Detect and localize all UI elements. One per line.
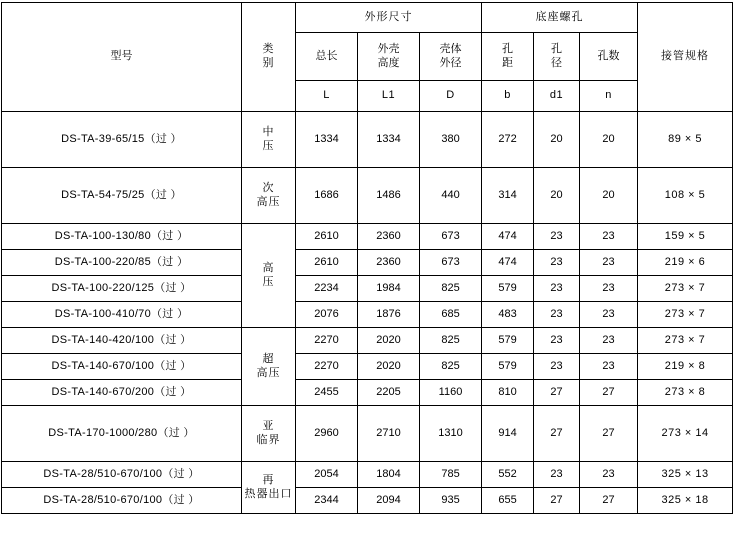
cell-shell-height: 2360 bbox=[358, 250, 420, 276]
cell-total-length: 2270 bbox=[296, 354, 358, 380]
cell-category bbox=[242, 328, 296, 406]
header-shell-height-line2: 高度 bbox=[377, 56, 400, 69]
cell-hole-dia: 23 bbox=[534, 276, 580, 302]
cell-total-length: 2054 bbox=[296, 462, 358, 488]
cell-shell-outer-dia: 825 bbox=[420, 354, 482, 380]
table-row bbox=[2, 112, 733, 168]
cell-category-line1: 高 bbox=[262, 261, 275, 274]
cell-hole-dia: 27 bbox=[534, 380, 580, 406]
cell-hole-dia: 23 bbox=[534, 354, 580, 380]
cell-hole-pitch: 474 bbox=[482, 224, 534, 250]
cell-total-length: 2270 bbox=[296, 328, 358, 354]
cell-hole-count: 27 bbox=[580, 488, 638, 514]
cell-hole-pitch: 579 bbox=[482, 276, 534, 302]
cell-hole-pitch: 552 bbox=[482, 462, 534, 488]
cell-total-length: 2455 bbox=[296, 380, 358, 406]
header-total-length: 总长 bbox=[296, 33, 358, 81]
specification-table bbox=[1, 2, 733, 514]
cell-shell-outer-dia: 440 bbox=[420, 168, 482, 224]
table-row bbox=[2, 380, 733, 406]
cell-shell-height: 1334 bbox=[358, 112, 420, 168]
cell-hole-pitch: 810 bbox=[482, 380, 534, 406]
cell-pipe-spec: 273 × 7 bbox=[638, 276, 733, 302]
cell-model: DS-TA-100-220/85（过 ） bbox=[2, 250, 242, 276]
cell-hole-pitch: 314 bbox=[482, 168, 534, 224]
cell-hole-pitch: 579 bbox=[482, 328, 534, 354]
cell-hole-count: 27 bbox=[580, 380, 638, 406]
cell-pipe-spec: 273 × 7 bbox=[638, 302, 733, 328]
header-hole-dia-line2: 径 bbox=[551, 56, 563, 69]
cell-shell-outer-dia: 785 bbox=[420, 462, 482, 488]
cell-total-length: 1686 bbox=[296, 168, 358, 224]
cell-model: DS-TA-28/510-670/100（过 ） bbox=[2, 462, 242, 488]
cell-hole-count: 23 bbox=[580, 276, 638, 302]
table-row bbox=[2, 462, 733, 488]
header-hole-pitch-line1: 孔 bbox=[502, 42, 514, 55]
table-row bbox=[2, 406, 733, 462]
cell-pipe-spec: 219 × 6 bbox=[638, 250, 733, 276]
cell-hole-pitch: 474 bbox=[482, 250, 534, 276]
cell-hole-dia: 20 bbox=[534, 112, 580, 168]
cell-shell-outer-dia: 685 bbox=[420, 302, 482, 328]
cell-shell-height: 1486 bbox=[358, 168, 420, 224]
cell-total-length: 2076 bbox=[296, 302, 358, 328]
table-row bbox=[2, 488, 733, 514]
cell-model: DS-TA-39-65/15（过 ） bbox=[2, 112, 242, 168]
cell-category bbox=[242, 168, 296, 224]
cell-hole-count: 23 bbox=[580, 224, 638, 250]
table-row bbox=[2, 250, 733, 276]
cell-category-line1: 次 bbox=[262, 181, 275, 194]
cell-category-line1: 亚 bbox=[262, 419, 275, 432]
cell-total-length: 2344 bbox=[296, 488, 358, 514]
cell-pipe-spec: 89 × 5 bbox=[638, 112, 733, 168]
cell-pipe-spec: 219 × 8 bbox=[638, 354, 733, 380]
header-hole-count: 孔数 bbox=[580, 33, 638, 81]
cell-hole-dia: 23 bbox=[534, 224, 580, 250]
cell-hole-count: 23 bbox=[580, 302, 638, 328]
cell-model: DS-TA-140-670/100（过 ） bbox=[2, 354, 242, 380]
cell-model: DS-TA-140-670/200（过 ） bbox=[2, 380, 242, 406]
header-category-line2: 别 bbox=[262, 57, 275, 69]
cell-category-line2: 压 bbox=[262, 275, 275, 288]
cell-category-line2: 压 bbox=[262, 139, 275, 152]
cell-hole-pitch: 579 bbox=[482, 354, 534, 380]
cell-hole-dia: 23 bbox=[534, 328, 580, 354]
cell-total-length: 1334 bbox=[296, 112, 358, 168]
cell-category bbox=[242, 462, 296, 514]
cell-shell-height: 2020 bbox=[358, 354, 420, 380]
table-row bbox=[2, 302, 733, 328]
table-row bbox=[2, 168, 733, 224]
header-model: 型号 bbox=[2, 3, 242, 112]
cell-pipe-spec: 325 × 13 bbox=[638, 462, 733, 488]
cell-hole-dia: 23 bbox=[534, 250, 580, 276]
symbol-shell-height: L1 bbox=[358, 81, 420, 112]
header-category bbox=[242, 3, 296, 112]
cell-shell-height: 1876 bbox=[358, 302, 420, 328]
cell-shell-outer-dia: 825 bbox=[420, 328, 482, 354]
cell-hole-pitch: 914 bbox=[482, 406, 534, 462]
cell-shell-height: 2205 bbox=[358, 380, 420, 406]
cell-category bbox=[242, 406, 296, 462]
cell-category-line2: 热器出口 bbox=[244, 487, 293, 500]
header-pipe-spec: 接管规格 bbox=[638, 3, 733, 112]
cell-hole-count: 27 bbox=[580, 406, 638, 462]
cell-hole-count: 20 bbox=[580, 112, 638, 168]
cell-total-length: 2610 bbox=[296, 224, 358, 250]
cell-category bbox=[242, 112, 296, 168]
cell-category-line1: 中 bbox=[262, 125, 275, 138]
cell-category-line2: 临界 bbox=[256, 433, 281, 446]
header-hole-pitch-line2: 距 bbox=[502, 56, 514, 69]
table-row bbox=[2, 224, 733, 250]
header-shell-outer-dia-line1: 壳体 bbox=[439, 42, 462, 55]
header-hole-dia bbox=[534, 33, 580, 81]
cell-model: DS-TA-100-130/80（过 ） bbox=[2, 224, 242, 250]
cell-hole-count: 23 bbox=[580, 250, 638, 276]
cell-hole-dia: 27 bbox=[534, 488, 580, 514]
cell-hole-dia: 23 bbox=[534, 462, 580, 488]
cell-shell-height: 2020 bbox=[358, 328, 420, 354]
symbol-hole-count: n bbox=[580, 81, 638, 112]
symbol-hole-pitch: b bbox=[482, 81, 534, 112]
header-shell-height bbox=[358, 33, 420, 81]
cell-shell-height: 1984 bbox=[358, 276, 420, 302]
cell-hole-dia: 23 bbox=[534, 302, 580, 328]
cell-model: DS-TA-100-220/125（过 ） bbox=[2, 276, 242, 302]
cell-total-length: 2610 bbox=[296, 250, 358, 276]
spec-table-page bbox=[0, 2, 733, 539]
header-hole-pitch bbox=[482, 33, 534, 81]
cell-hole-pitch: 272 bbox=[482, 112, 534, 168]
header-shell-outer-dia bbox=[420, 33, 482, 81]
cell-shell-outer-dia: 825 bbox=[420, 276, 482, 302]
cell-pipe-spec: 273 × 7 bbox=[638, 328, 733, 354]
cell-shell-outer-dia: 1310 bbox=[420, 406, 482, 462]
cell-shell-outer-dia: 1160 bbox=[420, 380, 482, 406]
cell-model: DS-TA-28/510-670/100（过 ） bbox=[2, 488, 242, 514]
table-row bbox=[2, 328, 733, 354]
cell-shell-height: 1804 bbox=[358, 462, 420, 488]
cell-model: DS-TA-100-410/70（过 ） bbox=[2, 302, 242, 328]
cell-shell-height: 2360 bbox=[358, 224, 420, 250]
cell-shell-outer-dia: 673 bbox=[420, 250, 482, 276]
symbol-shell-outer-dia: D bbox=[420, 81, 482, 112]
header-row-groups bbox=[2, 3, 733, 33]
cell-hole-dia: 20 bbox=[534, 168, 580, 224]
cell-shell-outer-dia: 673 bbox=[420, 224, 482, 250]
cell-category-line1: 再 bbox=[262, 473, 275, 486]
table-row bbox=[2, 354, 733, 380]
cell-category-line2: 高压 bbox=[256, 366, 281, 379]
cell-shell-height: 2710 bbox=[358, 406, 420, 462]
header-hole-dia-line1: 孔 bbox=[551, 42, 563, 55]
cell-shell-height: 2094 bbox=[358, 488, 420, 514]
cell-pipe-spec: 108 × 5 bbox=[638, 168, 733, 224]
cell-total-length: 2234 bbox=[296, 276, 358, 302]
symbol-total-length: L bbox=[296, 81, 358, 112]
cell-category-line2: 高压 bbox=[256, 195, 281, 208]
cell-shell-outer-dia: 935 bbox=[420, 488, 482, 514]
cell-model: DS-TA-170-1000/280（过 ） bbox=[2, 406, 242, 462]
cell-pipe-spec: 273 × 8 bbox=[638, 380, 733, 406]
header-shell-height-line1: 外壳 bbox=[377, 42, 400, 55]
header-category-line1: 类 bbox=[262, 43, 275, 56]
cell-model: DS-TA-140-420/100（过 ） bbox=[2, 328, 242, 354]
cell-category bbox=[242, 224, 296, 328]
cell-pipe-spec: 159 × 5 bbox=[638, 224, 733, 250]
cell-hole-count: 23 bbox=[580, 354, 638, 380]
cell-pipe-spec: 325 × 18 bbox=[638, 488, 733, 514]
table-row bbox=[2, 276, 733, 302]
symbol-hole-dia: d1 bbox=[534, 81, 580, 112]
cell-hole-dia: 27 bbox=[534, 406, 580, 462]
cell-hole-count: 23 bbox=[580, 328, 638, 354]
cell-hole-pitch: 655 bbox=[482, 488, 534, 514]
cell-model: DS-TA-54-75/25（过 ） bbox=[2, 168, 242, 224]
cell-shell-outer-dia: 380 bbox=[420, 112, 482, 168]
header-shell-outer-dia-line2: 外径 bbox=[439, 56, 462, 69]
cell-total-length: 2960 bbox=[296, 406, 358, 462]
cell-hole-count: 23 bbox=[580, 462, 638, 488]
cell-hole-pitch: 483 bbox=[482, 302, 534, 328]
header-base-thread-group: 底座螺孔 bbox=[482, 3, 638, 33]
cell-category-line1: 超 bbox=[262, 352, 275, 365]
header-outline-group: 外形尺寸 bbox=[296, 3, 482, 33]
cell-hole-count: 20 bbox=[580, 168, 638, 224]
cell-pipe-spec: 273 × 14 bbox=[638, 406, 733, 462]
